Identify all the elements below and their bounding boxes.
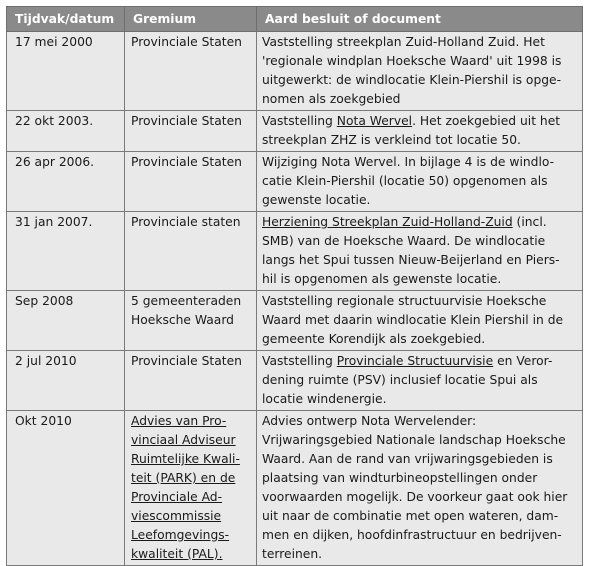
table-row (7, 212, 583, 291)
cell-date: 31 jan 2007. (7, 212, 125, 291)
advice-link-line[interactable]: vinciaal Adviseur (131, 433, 236, 447)
header-body: Gremium (125, 7, 257, 32)
cell-body (125, 152, 257, 212)
cell-body-line: Provinciale Staten (131, 155, 242, 169)
table-body (7, 32, 583, 566)
cell-date: 2 jul 2010 (7, 351, 125, 411)
decision-history-table (6, 6, 583, 566)
table-row (7, 111, 583, 152)
cell-decision (257, 351, 583, 411)
table-row (7, 32, 583, 111)
cell-date: Okt 2010 (7, 411, 125, 566)
cell-body-line: 5 gemeenteraden (131, 294, 242, 308)
decision-line: Wijziging Nota Wervel. In bijlage 4 is de windlo- (262, 155, 555, 169)
advice-link-line[interactable]: Ruimtelijke Kwali- (131, 452, 240, 466)
table-header (7, 7, 583, 32)
cell-body (125, 32, 257, 111)
decision-text: Vaststelling (262, 114, 337, 128)
decision-text: (incl. (512, 215, 547, 229)
cell-date: Sep 2008 (7, 291, 125, 351)
decision-line: gewenste locatie. (262, 193, 371, 207)
decision-text: Vaststelling (262, 354, 337, 368)
document-link-nota-wervel[interactable]: Nota Wervel (336, 114, 413, 128)
cell-date: 17 mei 2000 (7, 32, 125, 111)
cell-body (125, 411, 257, 566)
cell-decision (257, 291, 583, 351)
cell-body-line: Hoeksche Waard (131, 313, 234, 327)
cell-body (125, 351, 257, 411)
decision-line (262, 213, 578, 232)
decision-line: voorwaarden mogelijk. De voorkeur gaat ook hier (262, 490, 568, 504)
decision-line: uit naar de combinatie met open wateren, dam- (262, 509, 559, 523)
table-row (7, 152, 583, 212)
cell-body (125, 212, 257, 291)
decision-line (262, 352, 578, 371)
advice-link-line[interactable]: Leefomgevings- (131, 528, 230, 542)
cell-decision (257, 32, 583, 111)
decision-text: . Het zoekgebied uit het (412, 114, 561, 128)
header-decision: Aard besluit of document (257, 7, 583, 32)
decision-line: 'regionale windplan Hoeksche Waard' uit 1998 is (262, 54, 562, 68)
header-period: Tijdvak/datum (7, 7, 125, 32)
table-row (7, 411, 583, 566)
decision-line: terreinen. (262, 547, 323, 561)
decision-line: plaatsing van windturbineopstellingen onder (262, 471, 538, 485)
advice-link-line[interactable]: Advies van Pro- (131, 414, 227, 428)
decision-line: Advies ontwerp Nota Wervelender: (262, 414, 477, 428)
decision-line: uitgewerkt: de windlocatie Klein-Piershil is opge- (262, 73, 562, 87)
decision-text: en Veror- (493, 354, 553, 368)
decision-line: hil is opgenomen als gewenste locatie. (262, 272, 502, 286)
document-link-streekplan[interactable]: Herziening Streekplan Zuid-Holland-Zuid (262, 215, 513, 229)
advice-link-line[interactable]: viescommissie (131, 509, 222, 523)
decision-line: nomen als zoekgebied (262, 92, 401, 106)
decision-line: Waard met daarin windlocatie Klein Piershil in de (262, 313, 564, 327)
decision-line (262, 112, 578, 131)
decision-line: streekplan ZHZ is verkleind tot locatie 50. (262, 133, 521, 147)
table-row (7, 291, 583, 351)
decision-line: dening ruimte (PSV) inclusief locatie Spui als (262, 373, 538, 387)
cell-date: 26 apr 2006. (7, 152, 125, 212)
advice-link-line[interactable]: Provinciale Ad- (131, 490, 223, 504)
cell-decision (257, 152, 583, 212)
cell-body (125, 291, 257, 351)
header-row (7, 7, 583, 32)
decision-line: men en dijken, hoofdinfrastructuur en bedrijven- (262, 528, 562, 542)
decision-line: gemeente Korendijk als zoekgebied. (262, 332, 486, 346)
document-link-structuurvisie[interactable]: Provinciale Structuurvisie (336, 354, 494, 368)
cell-decision (257, 111, 583, 152)
cell-decision (257, 411, 583, 566)
cell-body-line: Provinciale Staten (131, 354, 242, 368)
decision-line: catie Klein-Piershil (locatie 50) opgenomen als (262, 174, 548, 188)
cell-body (125, 111, 257, 152)
cell-body-line: Provinciale Staten (131, 35, 242, 49)
cell-decision (257, 212, 583, 291)
decision-line: SMB) van de Hoeksche Waard. De windlocatie (262, 234, 546, 248)
decision-line: Vaststelling streekplan Zuid-Holland Zuid. Het (262, 35, 545, 49)
cell-body-line: Provinciale staten (131, 215, 241, 229)
advice-link-line[interactable]: teit (PARK) en de (131, 471, 236, 485)
advice-link-line[interactable]: kwaliteit (PAL). (131, 547, 223, 561)
decision-line: Vrijwaringsgebied Nationale landschap Hoeksche (262, 433, 566, 447)
decision-line: locatie windenergie. (262, 392, 387, 406)
decision-line: Vaststelling regionale structuurvisie Hoeksche (262, 294, 547, 308)
decision-line: langs het Spui tussen Nieuw-Beijerland en Piers- (262, 253, 560, 267)
cell-body-line: Provinciale Staten (131, 114, 242, 128)
cell-date: 22 okt 2003. (7, 111, 125, 152)
table-row (7, 351, 583, 411)
decision-line: Waard. Aan de rand van vrijwaringsgebieden is (262, 452, 553, 466)
